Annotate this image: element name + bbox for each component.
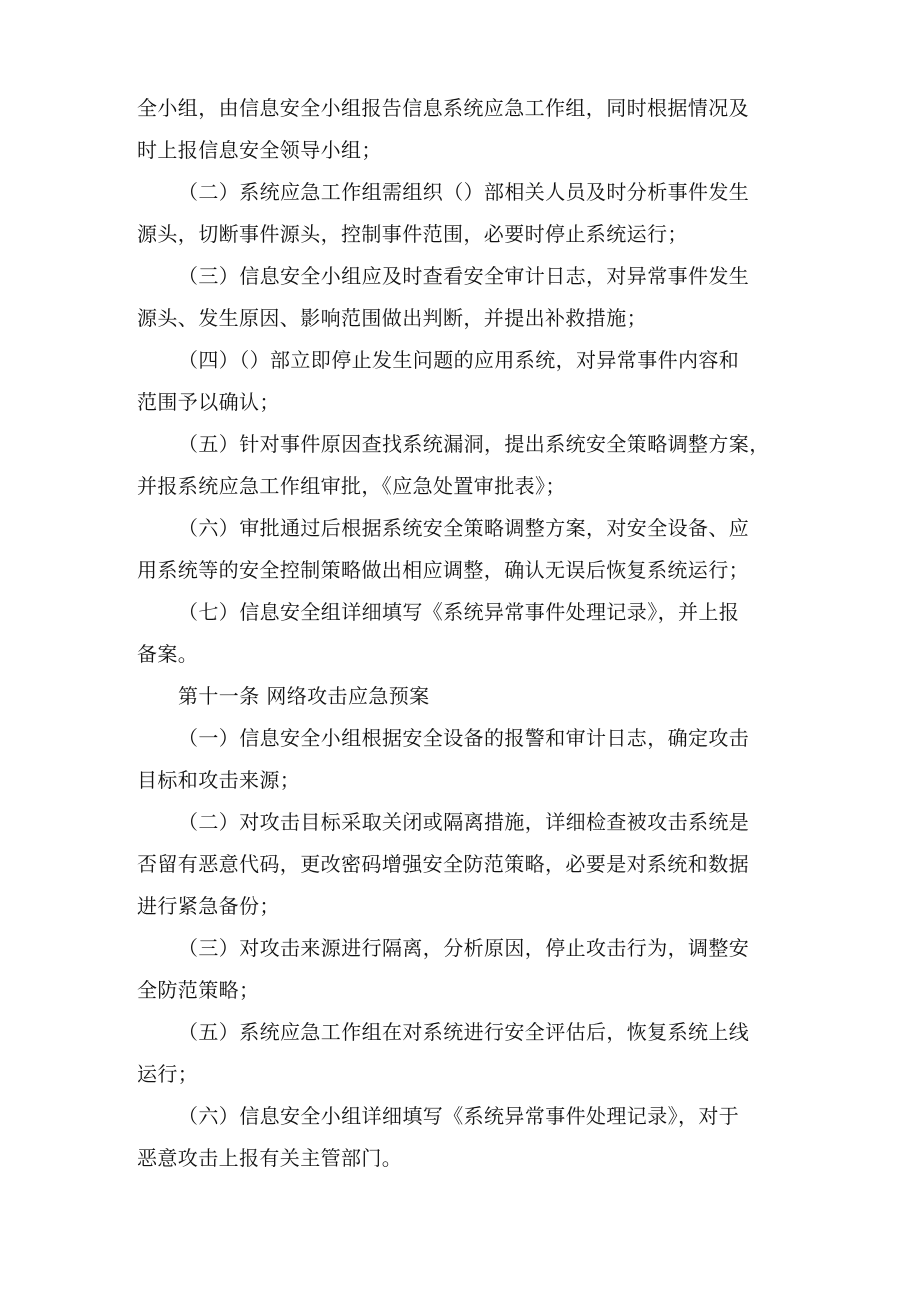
paragraph-item-7: （七）信息安全组详细填写《系统异常事件处理记录》，并上报 bbox=[178, 600, 740, 624]
text-line: 进行紧急备份； bbox=[137, 894, 280, 918]
paragraph-item-2: （二）对攻击目标采取关闭或隔离措施，详细检查被攻击系统是 bbox=[178, 810, 750, 834]
text-line: 源头，切断事件源头，控制事件范围，必要时停止系统运行； bbox=[137, 222, 688, 246]
text-line: 全小组，由信息安全小组报告信息系统应急工作组，同时根据情况及 bbox=[137, 96, 749, 120]
paragraph-item-3: （三）信息安全小组应及时查看安全审计日志，对异常事件发生 bbox=[178, 264, 750, 288]
text-line: 否留有恶意代码，更改密码增强安全防范策略，必要是对系统和数据 bbox=[137, 852, 749, 876]
text-line: 并报系统应急工作组审批，《应急处置审批表》； bbox=[137, 474, 566, 498]
text-line: 源头、发生原因、影响范围做出判断，并提出补救措施； bbox=[137, 306, 647, 330]
paragraph-item-6: （六）信息安全小组详细填写《系统异常事件处理记录》，对于 bbox=[178, 1104, 740, 1128]
text-line: 用系统等的安全控制策略做出相应调整，确认无误后恢复系统运行； bbox=[137, 558, 749, 582]
text-line: 范围予以确认； bbox=[137, 390, 280, 414]
article-heading: 第十一条 网络攻击应急预案 bbox=[178, 684, 430, 708]
paragraph-item-1: （一）信息安全小组根据安全设备的报警和审计日志，确定攻击 bbox=[178, 726, 750, 750]
text-line: 恶意攻击上报有关主管部门。 bbox=[137, 1146, 403, 1170]
paragraph-item-5: （五）系统应急工作组在对系统进行安全评估后，恢复系统上线 bbox=[178, 1020, 750, 1044]
paragraph-item-3: （三）对攻击来源进行隔离，分析原因，停止攻击行为，调整安 bbox=[178, 936, 750, 960]
text-line: 运行； bbox=[137, 1062, 199, 1086]
text-line: 时上报信息安全领导小组； bbox=[137, 138, 382, 162]
text-line: 备案。 bbox=[137, 642, 199, 666]
paragraph-item-6: （六）审批通过后根据系统安全策略调整方案，对安全设备、应 bbox=[178, 516, 750, 540]
text-line: 目标和攻击来源； bbox=[137, 768, 301, 792]
paragraph-item-2: （二）系统应急工作组需组织（）部相关人员及时分析事件发生 bbox=[178, 180, 750, 204]
text-line: 全防范策略； bbox=[137, 978, 260, 1002]
paragraph-item-5: （五）针对事件原因查找系统漏洞，提出系统安全策略调整方案， bbox=[178, 432, 770, 456]
paragraph-item-4: （四）（）部立即停止发生问题的应用系统，对异常事件内容和 bbox=[178, 348, 740, 372]
